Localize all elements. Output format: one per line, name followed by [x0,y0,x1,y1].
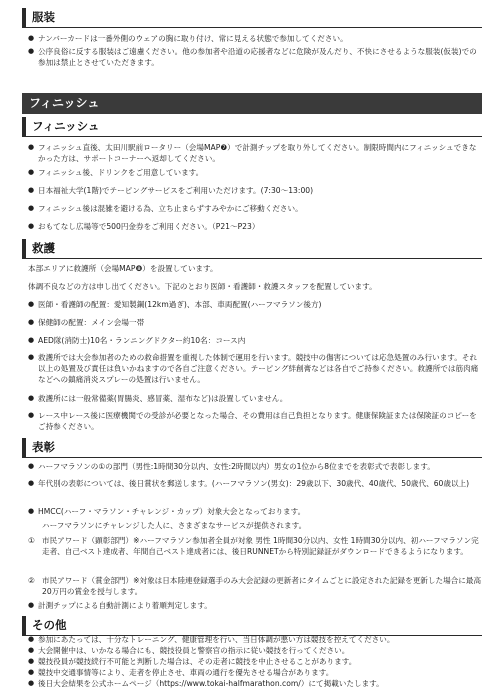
aid-intro-1: 本部エリアに救護所（会場MAP❽）を設置しています。 [28,264,218,273]
other-item-5: ● 後日大会結果を公式ホームページ（https://www.tokai-halfmarathon.com/）にて掲載いたします。 [28,678,484,689]
section-heading-finish: フィニッシュ [22,117,482,137]
finish-item-1: ● フィニッシュ直後、太田川駅前ロータリー（会場MAP❼）で計測チップを取り外してください。制限時間内にフィニッシュできなかった方は、サポートコーナーへ返却してください。 [28,142,484,164]
section-heading-other: その他 [22,616,482,636]
awards-numbered-text: 市民アワード（賞金部門）※対象は日本陸連登録選手のみ大会記録の更新者にタイムごとに設定された記録を更新した場合に最高20万円の賞金を授与します。 [42,576,482,596]
awards-item-2: ● 年代別の表彰については、後日賞状を郵送します。(ハーフマラソン(男女)：29歳以下、30歳代、40歳代、50歳代、60歳以上) [28,478,484,489]
awards-item-1: ● ハーフマラソンの①の部門（男性:1時間30分以内、女性:2時間以内）男女の1位から8位までを表彰式で表彰します。 [28,461,484,472]
aid-intro-2: 体調不良などの方は申し出てください。下記のとおり医師・看護師・救護スタッフを配置しています。 [28,282,377,291]
aid-item-5: ● 救護所には一般常備薬(胃腸炎、感冒薬、湿布など)は設置していません。 [28,393,484,404]
other-item-4: ● 競技中交通事情等により、走者を停止させ、車両の通行を優先させる場合があります。 [28,667,484,678]
aid-item-1: ● 医師・看護師の配置：愛知製鋼(12km過ぎ)、本部、車両配置(ハーフマラソン後方) [28,299,484,310]
other-item-1: ● 参加にあたっては、十分なトレーニング、健康管理を行い、当日体調が悪い方は競技を控えてください。 [28,634,484,645]
awards-numbered-1 [28,535,484,557]
awards-hmcc-note: ハーフマラソンにチャレンジした人に、さまざまなサービスが提供されます。 [42,521,307,530]
clothing-item-2: ● 公序良俗に反する服装はご遠慮ください。他の参加者や沿道の応援者などに危険が及んだり、不快にさせるような服装(仮装)での参加は禁止とさせていただきます。 [28,46,484,68]
other-item-2: ● 大会開催中は、いかなる場合にも、競技役員と警察官の指示に従い競技を行ってください。 [28,645,484,656]
section-band-finish: フィニッシュ [22,93,482,114]
other-item-3: ● 競技役員が競技続行不可能と判断した場合は、その走者に競技を中止させることがあります。 [28,656,484,667]
awards-last-item: ● 計測チップによる自動計測により着順判定します。 [28,600,484,611]
finish-item-3: ● 日本福祉大学(1階)でテーピングサービスをご利用いただけます。(7:30～13:00) [28,185,484,196]
number-mark: ① [28,536,35,545]
aid-item-2: ● 保健師の配置：メイン会場一帯 [28,317,484,328]
aid-item-3: ● AED隊(消防士)10名・ランニングドクター約10名：コース内 [28,335,484,346]
aid-item-6: ● レース中レース後に医療機関での受診が必要となった場合、その費用は自己負担となります。健康保険証または保険証のコピーをご持参ください。 [28,410,484,432]
awards-numbered-text: 市民アワード（顕彰部門）※ハーフマラソン参加者全員が対象 男性 1時間30分以内、女性 1時間30分以内、初ハーフマラソン完走者、自己ベスト達成者、年間自己ベスト達成者には、後日RUNNETから特別記録証がダウンロードできるようになります。 [42,536,479,556]
awards-item-3: ● HMCC(ハーフ・マラソン・チャレンジ・カップ）対象大会となっております。 [28,506,484,517]
awards-numbered-2 [28,575,484,597]
section-heading-clothing: 服装 [22,8,482,28]
section-heading-aid: 救護 [22,239,482,259]
number-mark: ② [28,576,35,585]
aid-item-4: ● 救護所では大会参加者のための救命措置を重視した体制で運用を行います。競技中の傷害については応急処置のみ行います。それ以上の処置及び責任は負いかねますので各自ご注意ください。テーピング絆創膏などは各自でご持参ください。救護所では筋肉痛などへの鎮痛消炎スプレーの処置は行いません。 [28,352,484,385]
finish-item-5: ● おもてなし広場等で500円金券をご利用ください。（P21～P23） [28,221,484,232]
finish-item-4: ● フィニッシュ後は混雑を避ける為、立ち止まらずすみやかにご移動ください。 [28,203,484,214]
finish-item-2: ● フィニッシュ後、ドリンクをご用意しています。 [28,167,484,178]
clothing-item-1: ● ナンバーカードは一番外側のウェアの胸に取り付け、常に見える状態で参加してください。 [28,33,484,44]
section-heading-awards: 表彰 [22,438,482,458]
